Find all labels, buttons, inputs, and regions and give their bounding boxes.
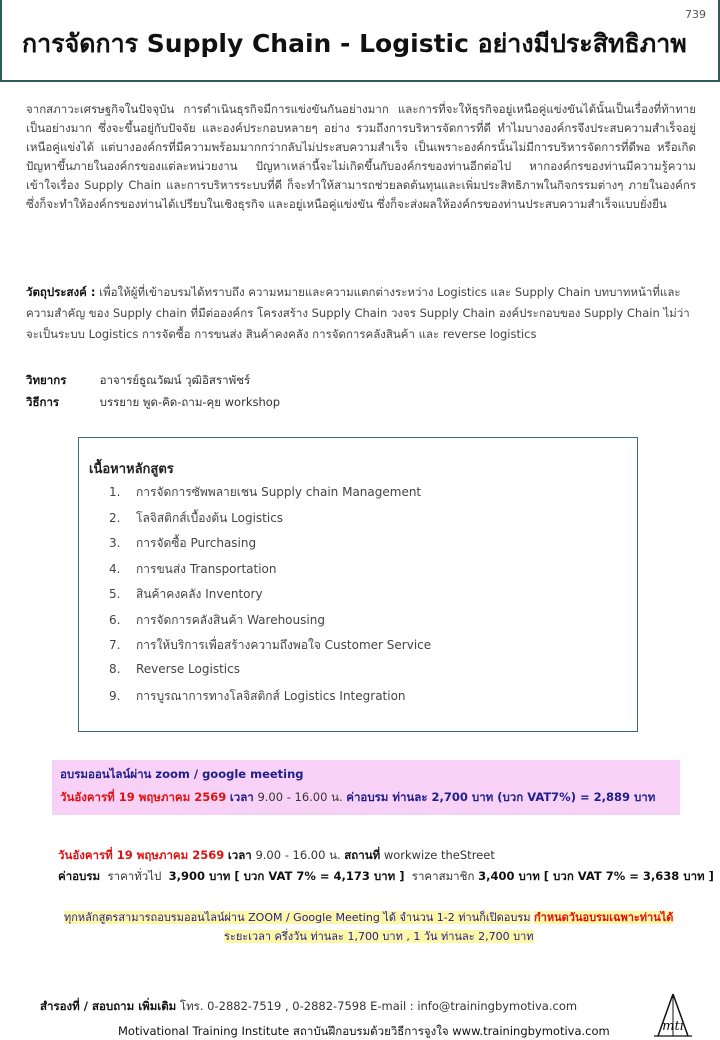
list-item: 4. การขนส่ง Transportation [109,561,277,576]
online-heading: อบรมออนไลน์ผ่าน zoom / google meeting [60,767,304,781]
note-price: ระยะเวลา ครึ่งวัน ท่านละ 1,700 บาท , 1 วัน ท่านละ 2,700 บาท [224,930,534,943]
general-price: 3,900 บาท [ บวก VAT 7% = 4,173 บาท ] [168,869,405,883]
general-price-label: ราคาทั่วไป [107,869,162,883]
note-line-1 [64,908,698,927]
objective-label: วัตถุประสงค์ : [26,285,96,299]
onsite-date: วันอังคารที่ 19 พฤษภาคม 2569 [58,848,225,862]
list-item: 2. โลจิสติกส์เบื้องต้น Logistics [109,510,284,525]
onsite-time-label: เวลา [227,848,252,862]
contact-label: สำรองที่ / สอบถาม เพิ่มเติม [40,999,177,1013]
onsite-time: 9.00 - 16.00 น. [255,848,341,862]
course-list [109,483,431,713]
objective-text: เพื่อให้ผู้ที่เข้าอบรมได้ทราบถึง ความหมายและความแตกต่างระหว่าง Logistics และ Supply Chain บทบาทหน้าที่และความสำคัญ ของ Supply chain ที่มีต่อองค์กร โครงสร้าง Supply Chain วงจร Supply Chain องค์ประกอบของ Supply Chain ไม่ว่าจะเป็นระบบ Logistics การจัดซื้อ การขนส่ง สินค้าคงคลัง การจัดการคลังสินค้า และ reverse logistics [26,285,690,341]
online-schedule [60,789,672,807]
onsite-fees [58,866,714,887]
onsite-training-info [58,845,714,887]
page-title: การจัดการ Supply Chain - Logistic อย่างมีประสิทธิภาพ [22,29,687,58]
list-item: 6. การจัดการคลังสินค้า Warehousing [109,612,325,627]
course-content-box [78,437,638,732]
footer-line: Motivational Training Institute สถาบันฝึกอบรมด้วยวิธีการจูงใจ www.trainingbymotiva.com [118,1024,610,1038]
note-text: ทุกหลักสูตรสามารถอบรมออนไลน์ผ่าน ZOOM / Google Meeting ได้ จำนวน 1-2 ท่านก็เปิดอบรม [64,911,531,924]
list-item: 3. การจัดซื้อ Purchasing [109,536,257,550]
contact-info: โทร. 0-2882-7519 , 0-2882-7598 E-mail : info@trainingbymotiva.com [179,999,578,1013]
contact-line [40,998,577,1016]
course-heading: เนื้อหาหลักสูตร [89,462,174,477]
intro-paragraph: จากสภาวะเศรษฐกิจในปัจจุบัน การดำเนินธุรกิจมีการแข่งขันกันอย่างมาก และการที่จะให้ธุรกิจอยู่เหนือคู่แข่งขันได้นั้นเป็นเรื่องที่ท้าทายเป็นอย่างมาก ซึ่งจะขึ้นอยู่กับปัจจัย และองค์ประกอบหลายๆ อย่าง รวมถึงการบริหารจัดการที่ดี ทำไมบางองค์กรจึงประสบความสำเร็จอยู่เหนือคู่แข่งได้ แต่บางองค์กรที่มีความพร้อมมากกว่ากลับไม่ประสบความสำเร็จ เป็นเพราะองค์กรนั้นไม่มีการบริหารจัดการที่ดีพอ หรือเกิดปัญหาขึ้นภายในองค์กรของแต่ละหน่วยงาน ปัญหาเหล่านี้จะไม่เกิดขึ้นกับองค์กรของท่านอีกต่อไป หากองค์กรของท่านมีความรู้ความเข้าใจเรื่อง Supply Chain และการบริหารระบบที่ดี ก็จะทำให้สามารถช่วยลดต้นทุนและเพิ่มประสิทธิภาพในกิจกรรมต่างๆ ภายในองค์กร ซึ่งก็จะทำให้องค์กรของท่านได้เปรียบในเชิงธุรกิจ และอยู่เหนือคู่แข่งขัน ซึ่งก็จะส่งผลให้องค์กรของท่านประสบความสำเร็จแบบยั่งยืน [26,102,696,211]
fee-label: ค่าอบรม [58,869,101,883]
onsite-venue-label: สถานที่ [344,848,381,862]
trainer-row [26,372,250,390]
logo-text: mti [662,1019,684,1034]
objective-paragraph [26,282,696,345]
onsite-venue: workwize theStreet [383,848,495,862]
list-item: 9. การบูรณาการทางโลจิสติกส์ Logistics Integration [109,689,406,703]
note-line-2 [64,927,698,946]
trainer-label: วิทยากร [26,373,67,387]
member-price-label: ราคาสมาชิก [411,869,475,883]
online-time-label: เวลา [229,790,254,804]
note-highlight: กำหนดวันอบรมเฉพาะท่านได้ [534,911,674,924]
method-row [26,394,280,412]
method-value: บรรยาย พูด-คิด-ถาม-คุย workshop [99,395,281,409]
trainer-value: อาจารย์ธูณวัฒน์ วุฒิอิสราพัชร์ [99,373,251,387]
list-item: 7. การให้บริการเพื่อสร้างความถึงพอใจ Customer Service [109,638,432,652]
online-fee: ค่าอบรม ท่านละ 2,700 บาท (บวก VAT7%) = 2,889 บาท [346,790,656,804]
mti-logo [652,992,694,1038]
online-training-box [52,760,680,815]
online-time: 9.00 - 16.00 น. [257,790,343,804]
method-label: วิธีการ [26,395,60,409]
list-item: 5. สินค้าคงคลัง Inventory [109,587,263,601]
online-date: วันอังคารที่ 19 พฤษภาคม 2569 [60,790,227,804]
page-number: 739 [685,8,706,21]
list-item: 8. Reverse Logistics [109,661,240,676]
onsite-schedule [58,845,714,866]
list-item: 1. การจัดการซัพพลายเชน Supply chain Management [109,485,422,499]
member-price: 3,400 บาท [ บวก VAT 7% = 3,638 บาท ] [478,869,714,883]
note-box [64,908,698,948]
